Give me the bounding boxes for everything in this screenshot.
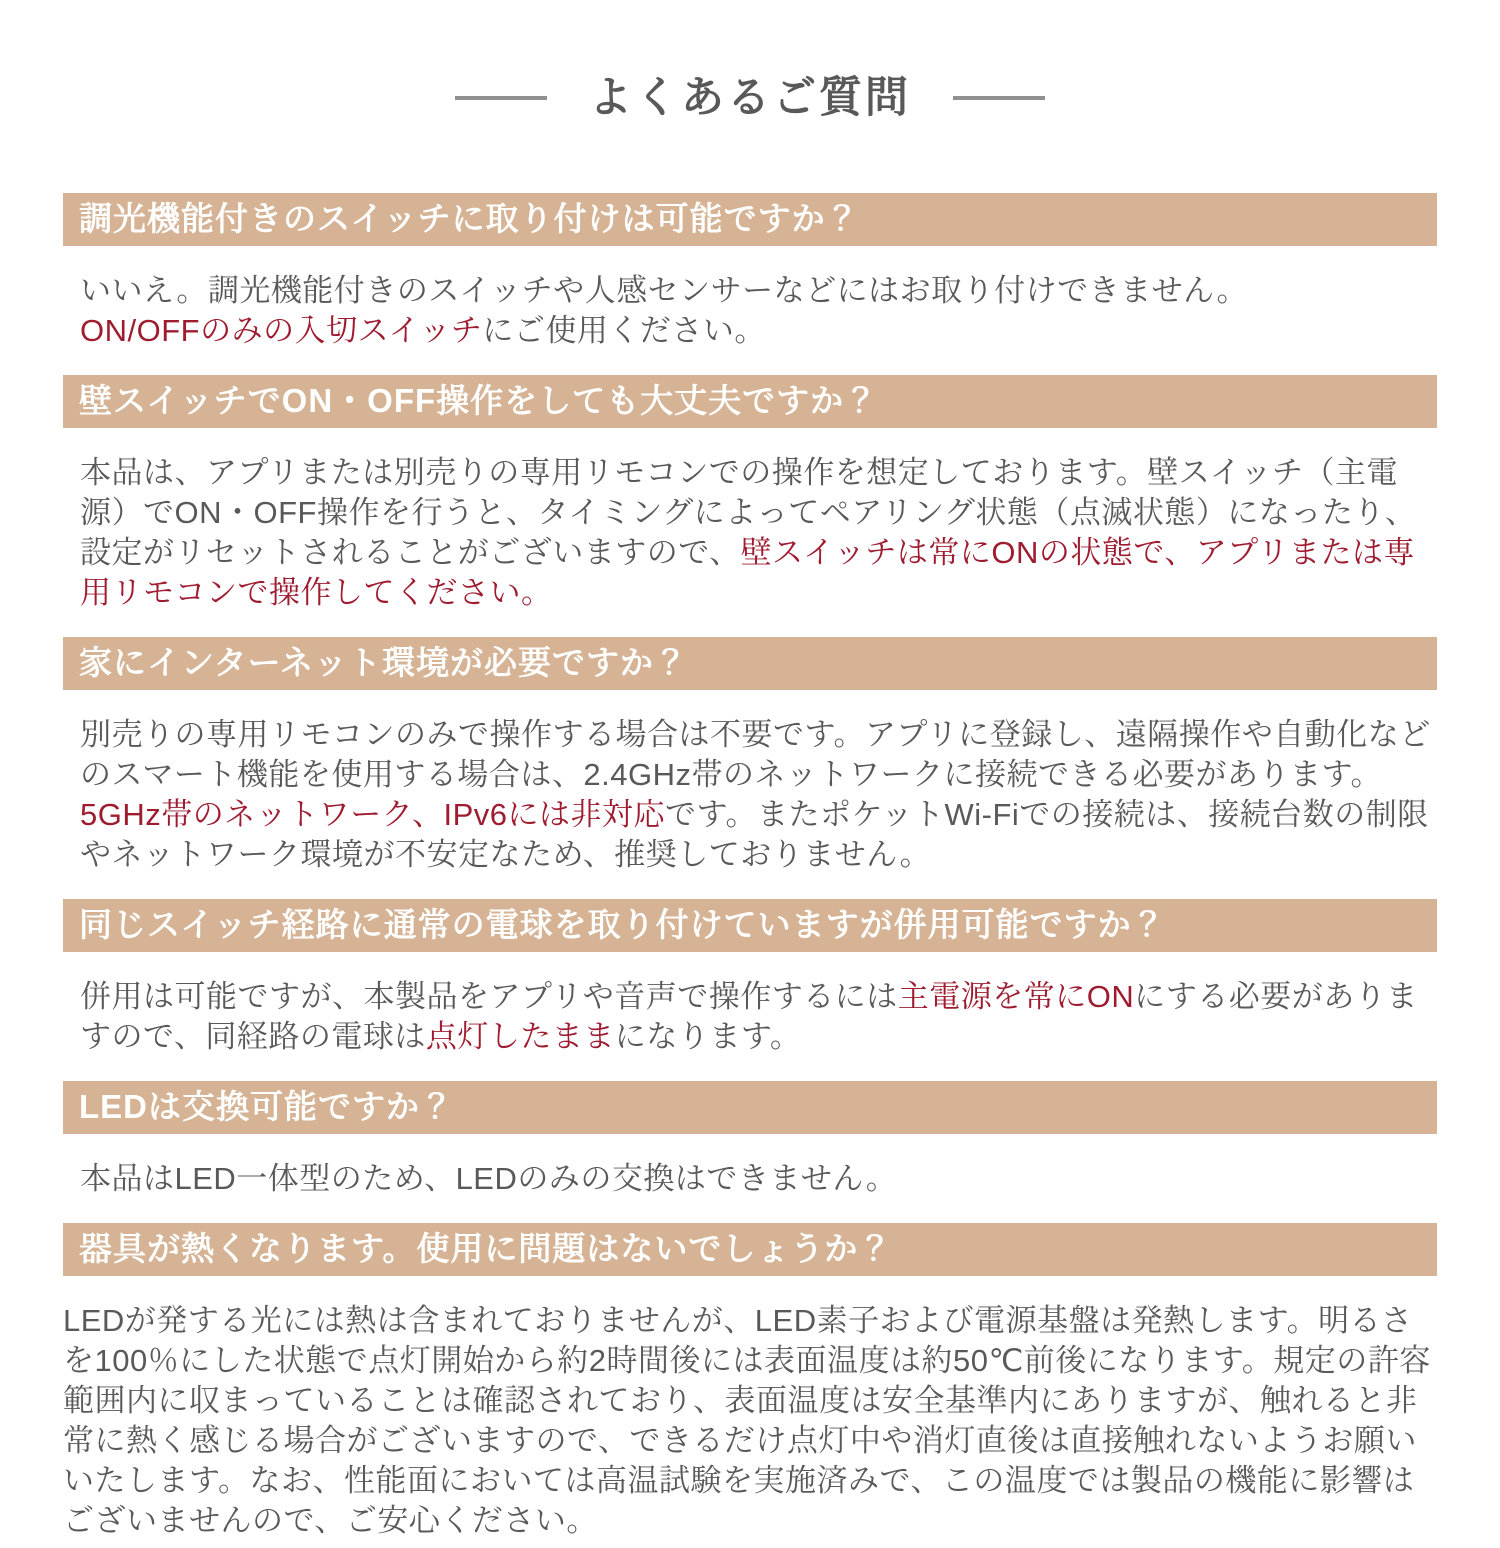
faq-item [63, 193, 1437, 351]
answer-highlight-text: 5GHz帯のネットワーク、IPv6には非対応 [80, 796, 666, 832]
faq-question-bar [63, 899, 1437, 952]
answer-text-segment: いいえ。調光機能付きのスイッチや人感センサーなどにはお取り付けできません。 [80, 272, 1248, 308]
title-rule-left [455, 96, 547, 100]
page-title: よくあるご質問 [589, 73, 911, 122]
faq-item [63, 1081, 1437, 1199]
faq-page [63, 48, 1437, 1541]
answer-text-segment: にご使用ください。 [482, 312, 766, 348]
faq-answer-text [63, 271, 1437, 351]
faq-question-bar [63, 1223, 1437, 1276]
faq-question-bar [63, 1081, 1437, 1134]
answer-text-segment: になります。 [614, 1018, 802, 1054]
faq-question-text: 壁スイッチでON・OFF操作をしても大丈夫ですか？ [79, 381, 879, 419]
faq-answer-text [63, 1159, 1437, 1199]
faq-question-text: 家にインターネット環境が必要ですか？ [79, 643, 689, 681]
faq-item [63, 899, 1437, 1057]
faq-answer-text [63, 453, 1437, 613]
answer-text-segment: です。またポケットWi-Fiでの接続は、接続台数の制限やネットワーク環境が不安定なため、推奨しておりません。 [80, 796, 1429, 872]
answer-text-segment: 併用は可能ですが、本製品をアプリや音声で操作するには [80, 978, 898, 1014]
faq-question-text: 同じスイッチ経路に通常の電球を取り付けていますが併用可能ですか？ [79, 905, 1166, 943]
answer-highlight-text: 点灯したまま [425, 1018, 615, 1054]
answer-highlight-text: 主電源を常にON [897, 978, 1135, 1014]
faq-item [63, 637, 1437, 875]
answer-text-segment: LEDが発する光には熱は含まれておりませんが、LED素子および電源基盤は発熱します。明るさを100％にした状態で点灯開始から約2時間後には表面温度は約50℃前後になります。規定の許容範囲内に収まっていることは確認されており、表面温度は安全基準内にありますが、触れると非常に熱く感じる場合がございますので、できるだけ点灯中や消灯直後は直接触れないようお願いいたします。なお、性能面においては高温試験を実施済みで、この温度では製品の機能に影響はございませんので、ご安心ください。 [63, 1302, 1431, 1538]
faq-question-text: 器具が熱くなります。使用に問題はないでしょうか？ [79, 1229, 893, 1267]
faq-item [63, 1223, 1437, 1541]
faq-question-text: LEDは交換可能ですか？ [79, 1087, 454, 1125]
faq-question-text: 調光機能付きのスイッチに取り付けは可能ですか？ [79, 199, 860, 237]
faq-header [63, 48, 1437, 149]
answer-text-segment: にする必要がありますので、同経路の電球は [80, 978, 1418, 1054]
answer-text-segment: 本品は、アプリまたは別売りの専用リモコンでの操作を想定しております。壁スイッチ（主電源）でON・OFF操作を行うと、タイミングによってペアリング状態（点滅状態）になったり、設定がリセットされることがございますので、 [80, 454, 1417, 570]
answer-text-segment: 本品はLED一体型のため、LEDのみの交換はできません。 [80, 1160, 898, 1196]
faq-item [63, 375, 1437, 613]
faq-question-bar [63, 193, 1437, 246]
faq-list [63, 193, 1437, 1541]
answer-text-segment: 別売りの専用リモコンのみで操作する場合は不要です。アプリに登録し、遠隔操作や自動化などのスマート機能を使用する場合は、2.4GHz帯のネットワークに接続できる必要があります。 [80, 716, 1431, 792]
faq-answer-text [63, 1301, 1437, 1541]
faq-answer-text [63, 715, 1437, 875]
faq-answer-text [63, 977, 1437, 1057]
faq-question-bar [63, 375, 1437, 428]
answer-highlight-text: ON/OFFのみの入切スイッチ [80, 312, 483, 348]
answer-highlight-text: 壁スイッチは常にONの状態で、アプリまたは専用リモコンで操作してください。 [80, 534, 1415, 610]
title-rule-right [953, 96, 1045, 100]
faq-question-bar [63, 637, 1437, 690]
